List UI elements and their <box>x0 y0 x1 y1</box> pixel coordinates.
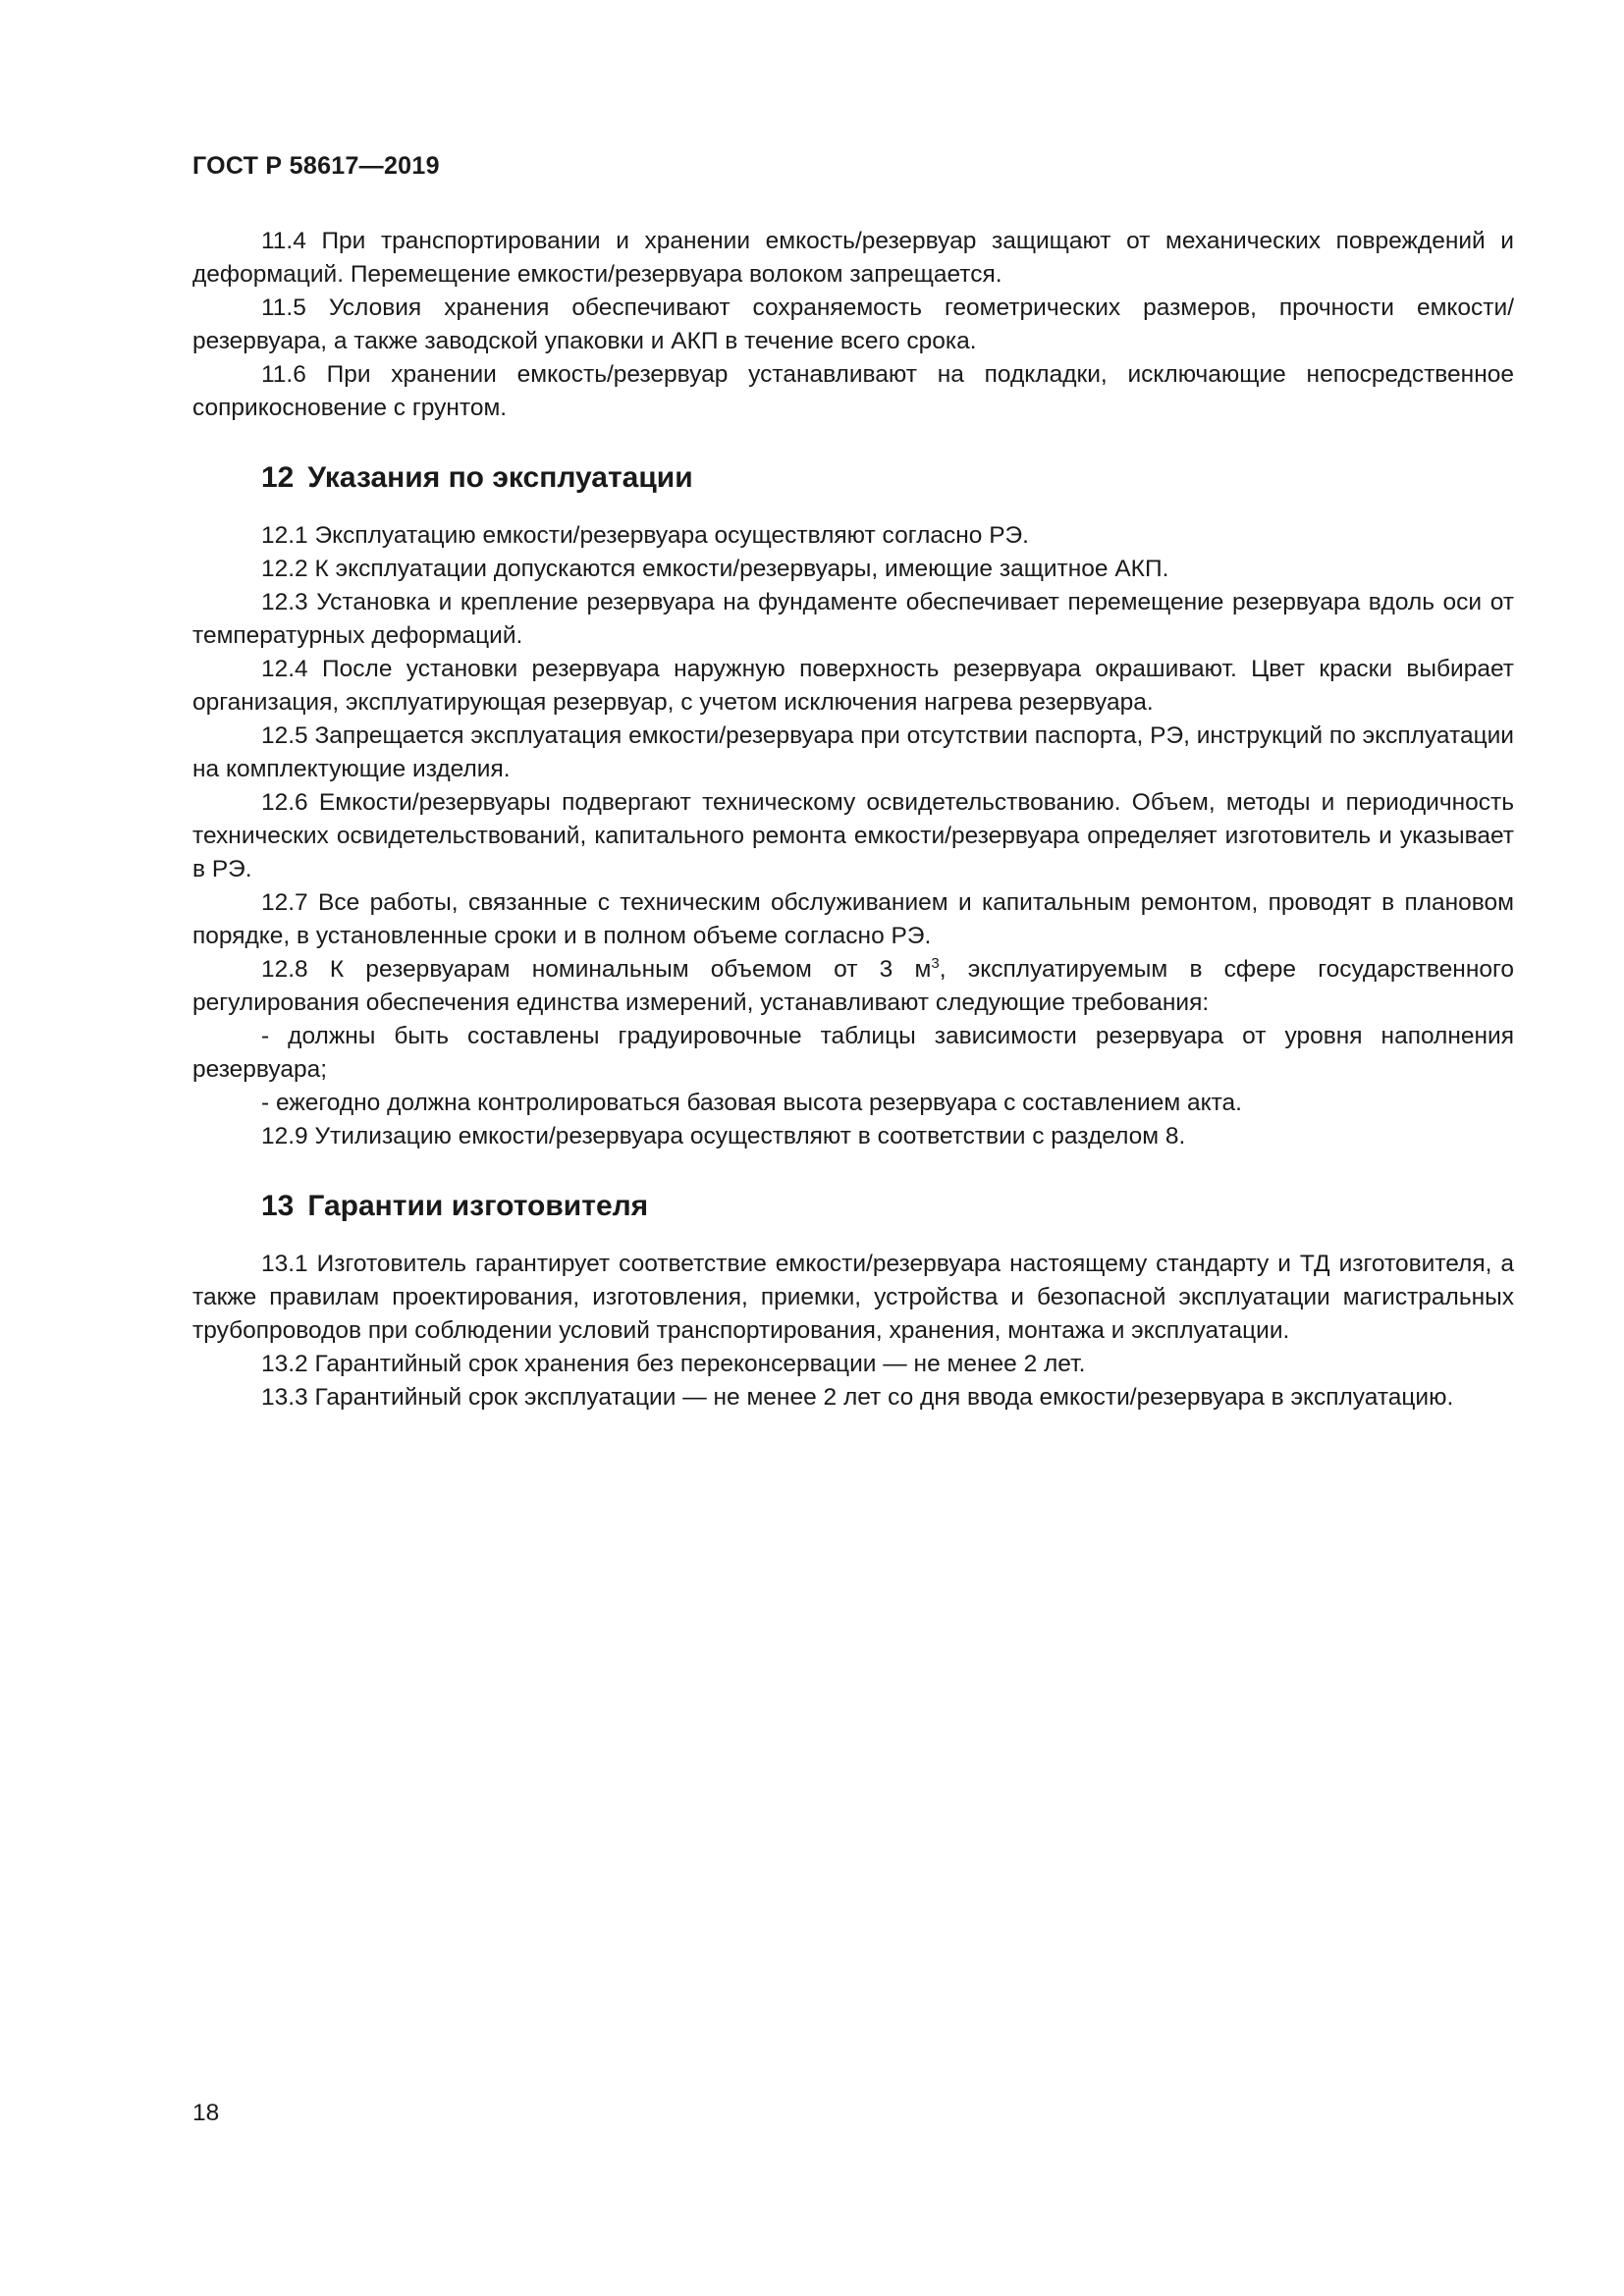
document-body <box>192 225 1514 1415</box>
paragraph-12-9: 12.9 Утилизацию емкости/резервуара осуществляют в соответствии с разделом 8. <box>261 1123 1186 1149</box>
paragraph-12-6: 12.6 Емкости/резервуары подвергают техническому освидетельствованию. Объем, методы и периодичность технических освидетельствований, капитального ремонта емкости/резервуара определяет изготовитель и указывает в РЭ. <box>192 789 1514 882</box>
requirement-item-2: - ежегодно должна контролироваться базовая высота резервуара с составлением акта. <box>261 1090 1242 1116</box>
paragraph-12-4: 12.4 После установки резервуара наружную поверхность резервуара окрашивают. Цвет краски выбирает организация, эксплуатирующая резервуар, с учетом исключения нагрева резервуара. <box>192 656 1514 716</box>
paragraph-12-8 <box>192 953 1514 1020</box>
section-12-heading <box>261 458 1514 498</box>
paragraph-12-8-part-a: 12.8 К резервуарам номинальным объемом от 3 м <box>261 956 932 983</box>
requirement-item-1: - должны быть составлены градуировочные таблицы зависимости резервуара от уровня наполнения резервуара; <box>192 1023 1514 1083</box>
section-13-heading <box>261 1187 1514 1226</box>
section-13-title: Гарантии изготовителя <box>307 1190 649 1222</box>
paragraph-13-3: 13.3 Гарантийный срок эксплуатации — не менее 2 лет со дня ввода емкости/резервуара в эксплуатацию. <box>261 1384 1454 1411</box>
page-number: 18 <box>192 2100 220 2126</box>
paragraph-11-6: 11.6 При хранении емкость/резервуар устанавливают на подкладки, исключающие непосредственное соприкосновение с грунтом. <box>192 361 1514 421</box>
paragraph-12-1: 12.1 Эксплуатацию емкости/резервуара осуществляют согласно РЭ. <box>261 522 1029 549</box>
paragraph-12-3: 12.3 Установка и крепление резервуара на фундаменте обеспечивает перемещение резервуара вдоль оси от температурных деформаций. <box>192 589 1514 649</box>
document-header: ГОСТ Р 58617—2019 <box>192 152 440 180</box>
paragraph-12-7: 12.7 Все работы, связанные с техническим обслуживанием и капитальным ремонтом, проводят в плановом порядке, в установленные сроки и в полном объеме согласно РЭ. <box>192 889 1514 949</box>
paragraph-12-8-part-b: , эксплуатируемым в сфере государственного регулирования обеспечения единства измерений, устанавливают следующие требования: <box>192 956 1514 1016</box>
section-12-title: Указания по эксплуатации <box>307 461 693 494</box>
paragraph-13-2: 13.2 Гарантийный срок хранения без переконсервации — не менее 2 лет. <box>261 1351 1086 1377</box>
section-13-number: 13 <box>261 1190 295 1222</box>
paragraph-12-5: 12.5 Запрещается эксплуатация емкости/резервуара при отсутствии паспорта, РЭ, инструкций по эксплуатации на комплектующие изделия. <box>192 722 1514 782</box>
paragraph-13-1: 13.1 Изготовитель гарантирует соответствие емкости/резервуара настоящему стандарту и ТД изготовителя, а также правилам проектирования, изготовления, приемки, устройства и безопасной эксплуатации магистральных трубопроводов при соблюдении условий транспортирования, хранения, монтажа и эксплуатации. <box>192 1251 1514 1344</box>
paragraph-12-2: 12.2 К эксплуатации допускаются емкости/резервуары, имеющие защитное АКП. <box>261 556 1169 582</box>
paragraph-11-5: 11.5 Условия хранения обеспечивают сохраняемость геометрических размеров, прочности емкости/резервуара, а также заводской упаковки и АКП в течение всего срока. <box>192 294 1514 354</box>
superscript-cubic: 3 <box>931 954 940 972</box>
paragraph-11-4: 11.4 При транспортировании и хранении емкость/резервуар защищают от механических повреждений и деформаций. Перемещение емкости/резервуара волоком запрещается. <box>192 228 1514 288</box>
section-12-number: 12 <box>261 461 295 494</box>
